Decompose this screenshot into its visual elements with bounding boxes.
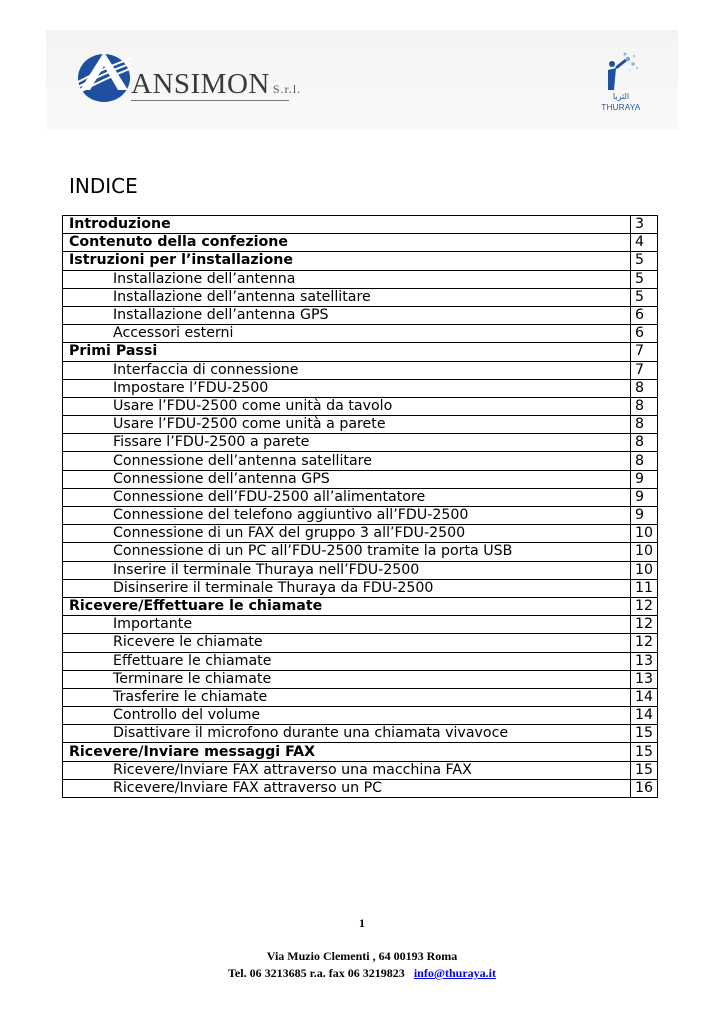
page-number: 1 <box>359 916 365 930</box>
toc-subsection-label[interactable]: Fissare l’FDU-2500 a parete <box>63 434 631 452</box>
thuraya-emblem-icon <box>598 50 642 94</box>
toc-page-number: 12 <box>630 634 657 652</box>
toc-subsection-label[interactable]: Usare l’FDU-2500 come unità a parete <box>63 416 631 434</box>
toc-subsection-label[interactable]: Trasferire le chiamate <box>63 688 631 706</box>
toc-subsection-label[interactable]: Disinserire il terminale Thuraya da FDU-2500 <box>63 579 631 597</box>
toc-row <box>63 361 658 379</box>
toc-page-number: 10 <box>630 525 657 543</box>
toc-row <box>63 616 658 634</box>
toc-row <box>63 579 658 597</box>
toc-subsection-label[interactable]: Installazione dell’antenna GPS <box>63 306 631 324</box>
toc-page-number: 7 <box>630 343 657 361</box>
toc-row <box>63 343 658 361</box>
toc-page-number: 11 <box>630 579 657 597</box>
toc-row <box>63 234 658 252</box>
toc-page-number: 4 <box>630 234 657 252</box>
toc-subsection-label[interactable]: Impostare l’FDU-2500 <box>63 379 631 397</box>
toc-page-number: 6 <box>630 306 657 324</box>
footer <box>0 948 724 982</box>
toc-section-label[interactable]: Contenuto della confezione <box>63 234 631 252</box>
toc-row <box>63 543 658 561</box>
toc-row <box>63 470 658 488</box>
footer-address: Via Muzio Clementi , 64 00193 Roma <box>266 949 458 963</box>
email-link[interactable]: info@thuraya.it <box>413 966 496 980</box>
toc-page-number: 14 <box>630 688 657 706</box>
toc-page-number: 14 <box>630 707 657 725</box>
toc-subsection-label[interactable]: Connessione del telefono aggiuntivo all’FDU-2500 <box>63 507 631 525</box>
toc-page-number: 10 <box>630 543 657 561</box>
toc-subsection-label[interactable]: Importante <box>63 616 631 634</box>
thuraya-label: THURAYA <box>601 103 641 112</box>
toc-row <box>63 397 658 415</box>
toc-subsection-label[interactable]: Inserire il terminale Thuraya nell’FDU-2500 <box>63 561 631 579</box>
toc-page-number: 9 <box>630 507 657 525</box>
toc-subsection-label[interactable]: Installazione dell’antenna <box>63 270 631 288</box>
toc-subsection-label[interactable]: Controllo del volume <box>63 707 631 725</box>
toc-section-label[interactable]: Ricevere/Effettuare le chiamate <box>63 597 631 615</box>
toc-row <box>63 707 658 725</box>
toc-section-label[interactable]: Istruzioni per l’installazione <box>63 252 631 270</box>
toc-section-label[interactable]: Ricevere/Inviare messaggi FAX <box>63 743 631 761</box>
toc-subsection-label[interactable]: Connessione di un PC all’FDU-2500 tramite la porta USB <box>63 543 631 561</box>
footer-phone-fax: Tel. 06 3213685 r.a. fax 06 3219823 <box>228 966 405 980</box>
toc-subsection-label[interactable]: Terminare le chiamate <box>63 670 631 688</box>
toc-page-number: 3 <box>630 216 657 234</box>
toc-row <box>63 779 658 797</box>
toc-subsection-label[interactable]: Connessione di un FAX del gruppo 3 all’FDU-2500 <box>63 525 631 543</box>
toc-section-label[interactable]: Primi Passi <box>63 343 631 361</box>
toc-subsection-label[interactable]: Disattivare il microfono durante una chiamata vivavoce <box>63 725 631 743</box>
toc-page-number: 5 <box>630 270 657 288</box>
toc-row <box>63 416 658 434</box>
toc-row <box>63 434 658 452</box>
toc-subsection-label[interactable]: Usare l’FDU-2500 come unità da tavolo <box>63 397 631 415</box>
toc-page-number: 8 <box>630 434 657 452</box>
toc-row <box>63 688 658 706</box>
company-suffix: S.r.l. <box>272 82 302 96</box>
toc-subsection-label[interactable]: Connessione dell’FDU-2500 all’alimentatore <box>63 488 631 506</box>
toc-page-number: 6 <box>630 325 657 343</box>
toc-page-number: 8 <box>630 379 657 397</box>
toc-page-number: 10 <box>630 561 657 579</box>
toc-page-number: 13 <box>630 652 657 670</box>
toc-page-number: 12 <box>630 616 657 634</box>
toc-page-number: 8 <box>630 452 657 470</box>
toc-page-number: 13 <box>630 670 657 688</box>
toc-row <box>63 725 658 743</box>
toc-row <box>63 634 658 652</box>
toc-page-number: 15 <box>630 761 657 779</box>
toc-row <box>63 597 658 615</box>
toc-page-number: 15 <box>630 743 657 761</box>
toc-page-number: 9 <box>630 470 657 488</box>
toc-page-number: 8 <box>630 416 657 434</box>
toc-page-number: 7 <box>630 361 657 379</box>
toc-row <box>63 652 658 670</box>
toc-row <box>63 325 658 343</box>
company-name: ANSIMON S.r.l. <box>131 68 302 100</box>
toc-subsection-label[interactable]: Connessione dell’antenna satellitare <box>63 452 631 470</box>
ansimon-logo <box>74 46 314 110</box>
page-title: INDICE <box>69 174 138 198</box>
toc-row <box>63 761 658 779</box>
footer-contacts <box>0 965 724 982</box>
toc-row <box>63 525 658 543</box>
toc-page-number: 8 <box>630 397 657 415</box>
toc-row <box>63 452 658 470</box>
toc-row <box>63 379 658 397</box>
toc-row <box>63 216 658 234</box>
toc-subsection-label[interactable]: Interfaccia di connessione <box>63 361 631 379</box>
toc-page-number: 15 <box>630 725 657 743</box>
toc-page-number: 5 <box>630 288 657 306</box>
toc-subsection-label[interactable]: Ricevere/Inviare FAX attraverso una macchina FAX <box>63 761 631 779</box>
toc-row <box>63 488 658 506</box>
toc-row <box>63 561 658 579</box>
toc-subsection-label[interactable]: Ricevere le chiamate <box>63 634 631 652</box>
toc-row <box>63 306 658 324</box>
toc-page-number: 5 <box>630 252 657 270</box>
table-of-contents <box>62 215 658 798</box>
toc-row <box>63 270 658 288</box>
logo-underline <box>131 100 289 101</box>
toc-row <box>63 670 658 688</box>
toc-row <box>63 507 658 525</box>
toc-section-label[interactable]: Introduzione <box>63 216 631 234</box>
toc-row <box>63 288 658 306</box>
thuraya-arabic: الثريا <box>612 92 630 101</box>
toc-page-number: 12 <box>630 597 657 615</box>
toc-subsection-label[interactable]: Ricevere/Inviare FAX attraverso un PC <box>63 779 631 797</box>
toc-page-number: 9 <box>630 488 657 506</box>
toc-row <box>63 743 658 761</box>
toc-subsection-label[interactable]: Effettuare le chiamate <box>63 652 631 670</box>
toc-subsection-label[interactable]: Accessori esterni <box>63 325 631 343</box>
toc-subsection-label[interactable]: Connessione dell’antenna GPS <box>63 470 631 488</box>
toc-page-number: 16 <box>630 779 657 797</box>
toc-subsection-label[interactable]: Installazione dell’antenna satellitare <box>63 288 631 306</box>
toc-row <box>63 252 658 270</box>
